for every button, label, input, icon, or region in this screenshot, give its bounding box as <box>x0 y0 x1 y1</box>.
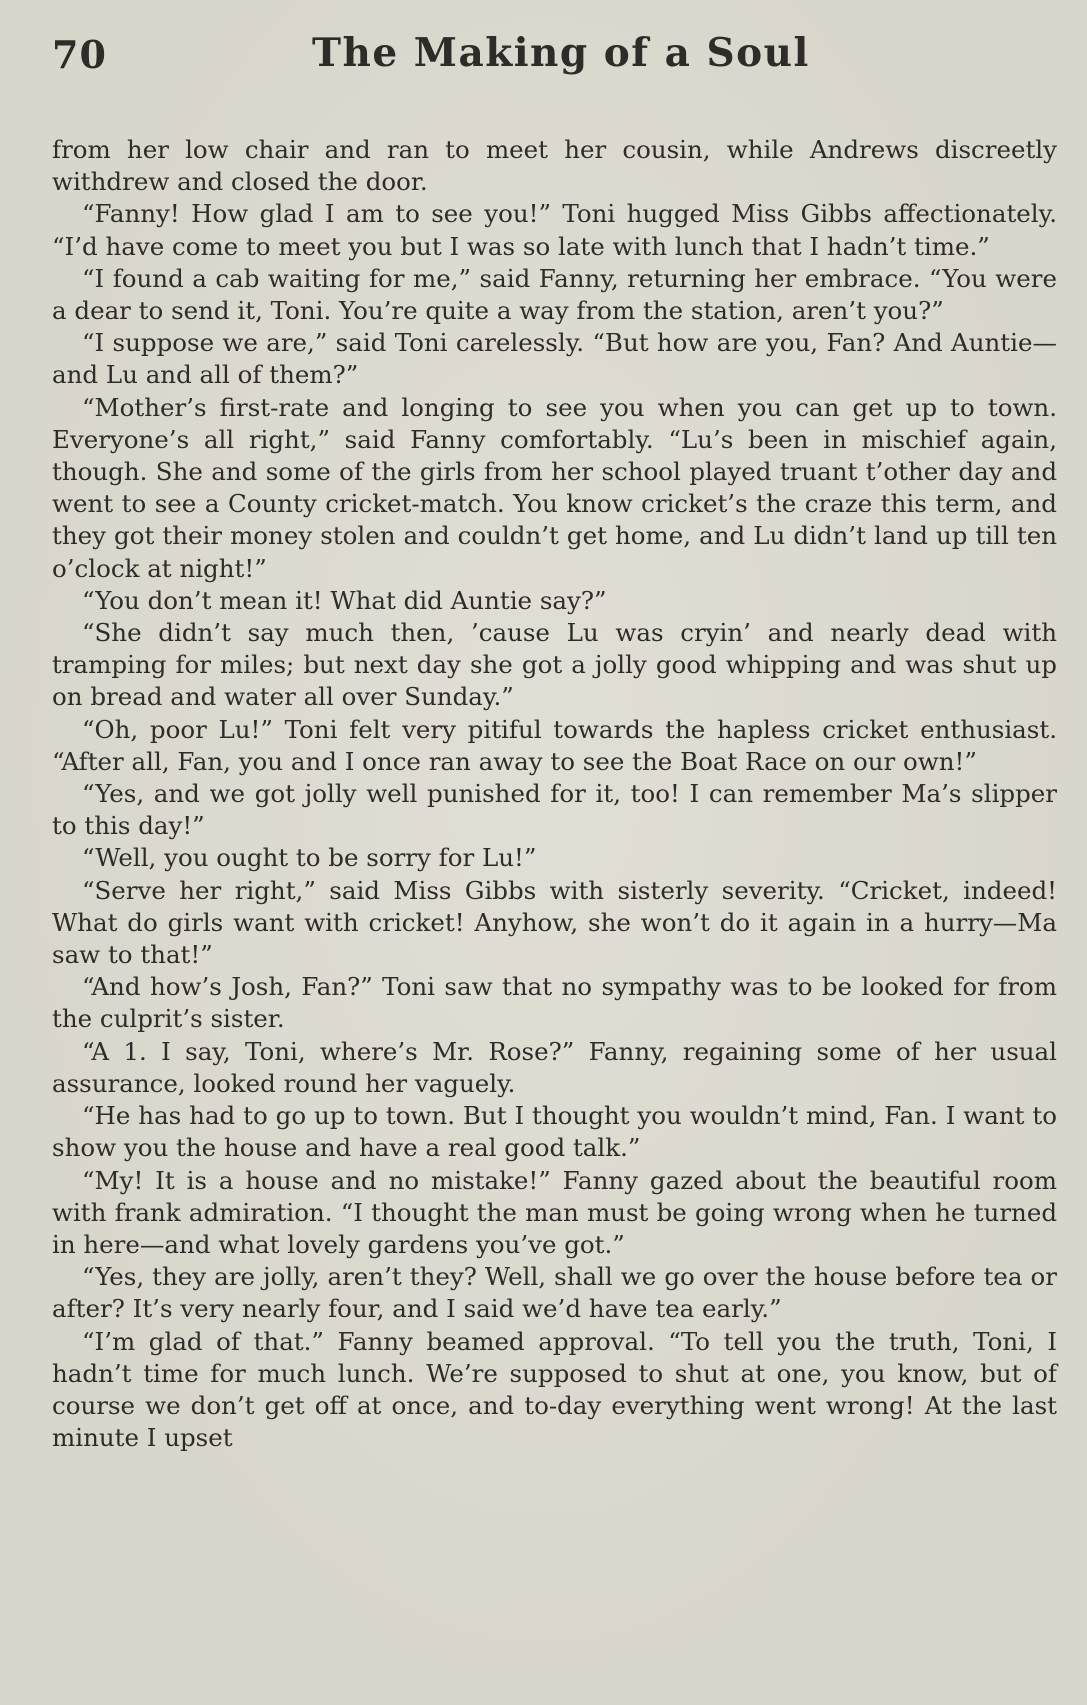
paragraph: “I suppose we are,” said Toni carelessly. “But how are you, Fan? And Auntie—and Lu and all of them?” <box>52 328 1057 390</box>
page-number: 70 <box>52 32 107 77</box>
paragraph: “He has had to go up to town. But I thought you wouldn’t mind, Fan. I want to show you the house and have a real good talk.” <box>52 1101 1057 1163</box>
paragraph: “Yes, they are jolly, aren’t they? Well, shall we go over the house before tea or after? It’s very nearly four, and I said we’d have tea early.” <box>52 1262 1057 1324</box>
paragraph: “Oh, poor Lu!” Toni felt very pitiful towards the hapless cricket enthusiast. “After all, Fan, you and I once ran away to see the Boat Race on our own!” <box>52 714 1057 776</box>
paragraph: “My! It is a house and no mistake!” Fanny gazed about the beautiful room with frank admiration. “I thought the man must be going wrong when he turned in here—and what lovely gardens you’ve got.” <box>52 1165 1057 1259</box>
paragraph: “I found a cab waiting for me,” said Fanny, returning her embrace. “You were a dear to send it, Toni. You’re quite a way from the station, aren’t you?” <box>52 263 1057 326</box>
paragraph: “Serve her right,” said Miss Gibbs with sisterly severity. “Cricket, indeed! What do girls want with cricket! Anyhow, she won’t do it again in a hurry—Ma saw to that!” <box>52 875 1057 970</box>
running-head <box>52 30 1057 92</box>
paragraph: “Fanny! How glad I am to see you!” Toni hugged Miss Gibbs affectionately. “I’d have come to meet you but I was so late with lunch that I hadn’t time.” <box>52 199 1057 261</box>
book-title: The Making of a Soul <box>312 30 810 76</box>
paragraph: “A 1. I say, Toni, where’s Mr. Rose?” Fanny, regaining some of her usual assurance, looked round her vaguely. <box>52 1036 1057 1098</box>
paragraph: “You don’t mean it! What did Auntie say?” <box>82 585 607 615</box>
paragraph: “She didn’t say much then, ’cause Lu was cryin’ and nearly dead with tramping for miles; but next day she got a jolly good whipping and was shut up on bread and water all over Sunday.” <box>52 618 1057 712</box>
paragraph: “And how’s Josh, Fan?” Toni saw that no sympathy was to be looked for from the culprit’s sister. <box>52 972 1057 1034</box>
paragraph-continued: from her low chair and ran to meet her cousin, while Andrews discreetly withdrew and closed the door. <box>52 135 1057 197</box>
body-text <box>52 134 1057 1454</box>
paragraph-continues-next-page: “I’m glad of that.” Fanny beamed approval. “To tell you the truth, Toni, I hadn’t time for much lunch. We’re supposed to shut at one, you know, but of course we don’t get off at once, and to-day everything went wrong! At the last minute I upset <box>52 1326 1057 1453</box>
paragraph: “Mother’s first-rate and longing to see you when you can get up to town. Everyone’s all right,” said Fanny comfortably. “Lu’s been in mischief again, though. She and some of the girls from her school played truant t’other day and went to see a County cricket-match. You know cricket’s the craze this term, and they got their money stolen and couldn’t get home, and Lu didn’t land up till ten o’clock at night!” <box>52 392 1057 583</box>
paragraph: “Yes, and we got jolly well punished for it, too! I can remember Ma’s slipper to this day!” <box>52 779 1057 841</box>
paragraph: “Well, you ought to be sorry for Lu!” <box>82 843 537 873</box>
